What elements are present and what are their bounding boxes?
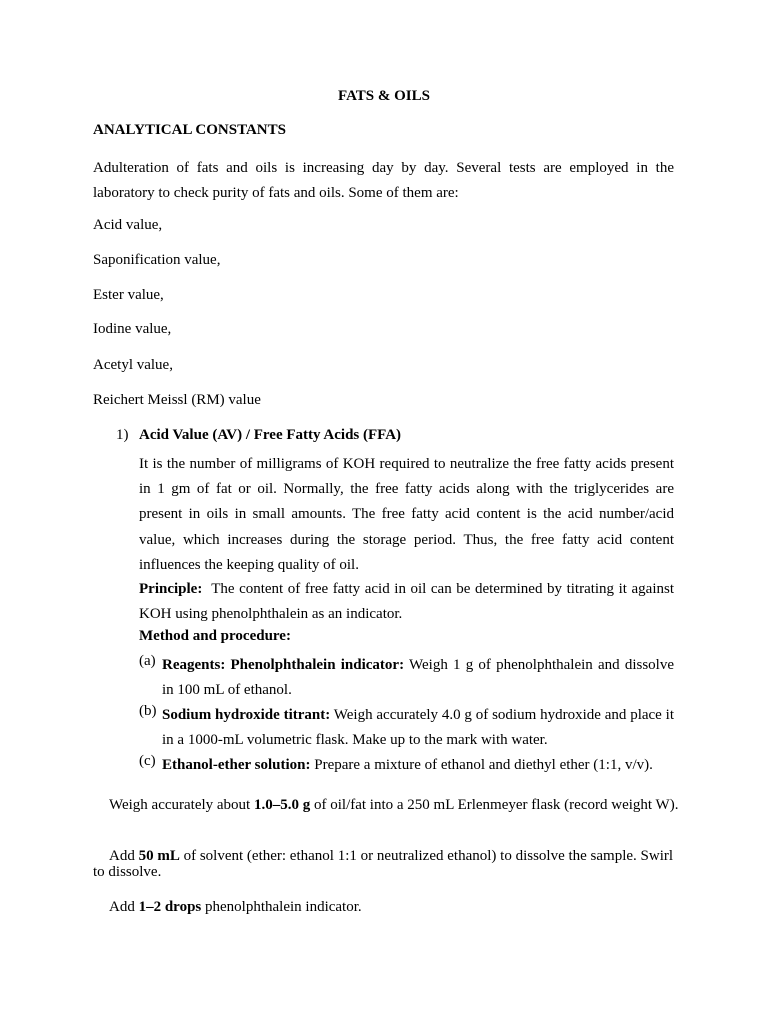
step-pre: Add xyxy=(109,899,135,915)
step-post: of solvent (ether: ethanol 1:1 or neutralized ethanol) to dissolve the sample. Swirl to dissolve. xyxy=(93,848,674,880)
step-post: of oil/fat into a 250 mL Erlenmeyer flask (record weight W). xyxy=(313,797,679,813)
test-item: Iodine value, xyxy=(93,321,172,337)
method-heading: Method and procedure: xyxy=(139,628,291,644)
item-text: Prepare a mixture of ethanol and diethyl ether (1:1, v/v). xyxy=(314,757,653,773)
test-item: Reichert Meissl (RM) value xyxy=(93,392,261,408)
procedure-step xyxy=(93,797,683,813)
item-body xyxy=(162,753,674,778)
item-bold: Sodium hydroxide titrant: xyxy=(162,707,331,723)
test-item: Saponification value, xyxy=(93,252,221,268)
intro-paragraph: Adulteration of fats and oils is increasing day by day. Several tests are employed in the laboratory to check purity of fats and oils. Some of them are: xyxy=(93,160,674,201)
test-item: Ester value, xyxy=(93,287,164,303)
document-title: FATS & OILS xyxy=(338,88,430,104)
test-item: Acid value, xyxy=(93,217,163,233)
item-text: Weigh accurately 4.0 g of sodium hydroxide and place it in a 1000-mL volumetric flask. Make up to the mark with water. xyxy=(162,707,674,748)
step-pre: Add xyxy=(109,848,135,864)
step-bold: 1.0–5.0 g xyxy=(253,797,311,813)
item-label: (c) xyxy=(139,753,156,769)
item-bold: Ethanol-ether solution: xyxy=(162,757,311,773)
item-label: (b) xyxy=(139,703,157,719)
step-bold: 1–2 drops xyxy=(138,899,202,915)
item-text: Weigh 1 g of phenolphthalein and dissolve in 100 mL of ethanol. xyxy=(162,657,674,698)
item-label: (a) xyxy=(139,653,156,669)
procedure-step xyxy=(93,848,683,880)
item-bold: Reagents: Phenolphthalein indicator: xyxy=(162,657,405,673)
procedure-step xyxy=(93,899,683,915)
principle-text: The content of free fatty acid in oil can be determined by titrating it against KOH using phenolphthalein as an indicator. xyxy=(139,581,674,622)
principle-label: Principle: xyxy=(139,581,203,597)
section-body: It is the number of milligrams of KOH required to neutralize the free fatty acids present in 1 gm of fat or oil. Normally, the free fatty acids along with the triglycerides are present in oils in small amounts. The free fatty acid content is the acid number/acid value, which increases during the storage period. Thus, the free fatty acid content influences the keeping quality of oil. xyxy=(139,456,674,573)
item-body xyxy=(162,703,674,753)
principle-paragraph xyxy=(139,577,674,627)
section-number: 1) xyxy=(116,427,129,443)
section-title: Acid Value (AV) / Free Fatty Acids (FFA) xyxy=(139,427,402,443)
step-bold: 50 mL xyxy=(138,848,180,864)
test-item: Acetyl value, xyxy=(93,357,173,373)
section-heading: ANALYTICAL CONSTANTS xyxy=(93,122,286,138)
item-body xyxy=(162,653,674,703)
step-post: phenolphthalein indicator. xyxy=(205,899,362,915)
step-pre: Weigh accurately about xyxy=(109,797,251,813)
